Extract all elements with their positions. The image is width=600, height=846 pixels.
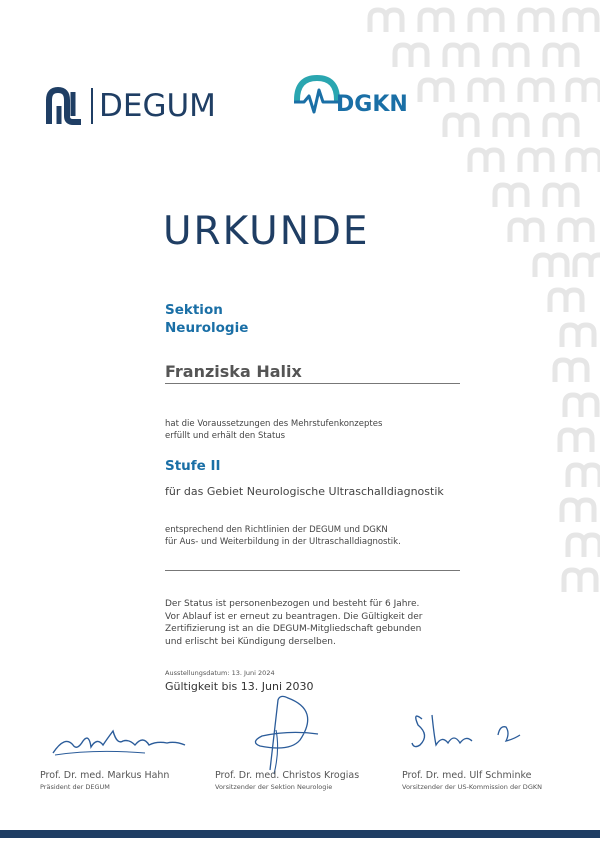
status-line-3: Zertifizierung ist an die DEGUM-Mitgliedschaft gebunden	[165, 624, 422, 634]
certificate-title: URKUNDE	[163, 209, 370, 254]
guideline-text	[165, 524, 401, 548]
status-line-4: und erlischt bei Kündigung derselben.	[165, 636, 336, 647]
signature-krogias	[240, 690, 330, 780]
dgkn-logo	[292, 72, 422, 132]
separator-line	[165, 570, 460, 571]
guideline-line-2: für Aus- und Weiterbildung in der Ultraschalldiagnostik.	[165, 537, 401, 547]
signatory-2-role: Vorsitzender der Sektion Neurologie	[215, 783, 333, 791]
status-line-2: Vor Ablauf ist er erneut zu beantragen. Die Gültigkeit der	[165, 611, 423, 622]
bottom-border-bar	[0, 830, 600, 838]
name-underline	[165, 383, 460, 384]
signatory-1	[40, 770, 169, 791]
status-line-1: Der Status ist personenbezogen und besteht für 6 Jahre.	[165, 599, 420, 609]
signatory-1-role: Präsident der DEGUM	[40, 783, 110, 791]
guideline-line-1: entsprechend den Richtlinien der DEGUM und DGKN	[165, 525, 388, 535]
intro-line-2: erfüllt und erhält den Status	[165, 431, 286, 441]
section-heading	[165, 301, 248, 337]
recipient-name: Franziska Halix	[165, 362, 302, 381]
section-line-2: Neurologie	[165, 320, 249, 336]
signatory-1-name: Prof. Dr. med. Markus Hahn	[40, 770, 170, 781]
status-conditions	[165, 598, 422, 648]
validity-date: Gültigkeit bis 13. Juni 2030	[165, 680, 314, 693]
degum-emblem-icon	[45, 86, 85, 126]
degum-logo	[45, 86, 216, 126]
signatory-2-name: Prof. Dr. med. Christos Krogias	[215, 770, 360, 781]
section-line-1: Sektion	[165, 302, 223, 318]
signatory-3-role: Vorsitzender der US-Kommission der DGKN	[402, 783, 542, 791]
signatory-2	[215, 770, 359, 791]
status-level: Stufe II	[165, 458, 221, 474]
signature-hahn	[45, 715, 195, 765]
logo-divider	[91, 88, 93, 124]
issue-date: Ausstellungsdatum: 13. Juni 2024	[165, 669, 275, 677]
dgkn-emblem-icon	[292, 72, 342, 122]
signatory-3-name: Prof. Dr. med. Ulf Schminke	[402, 770, 532, 781]
specialty-field: für das Gebiet Neurologische Ultraschalldiagnostik	[165, 485, 444, 498]
signature-schminke	[410, 705, 550, 760]
degum-wordmark: DEGUM	[99, 88, 216, 124]
signatory-3	[402, 770, 542, 791]
intro-line-1: hat die Voraussetzungen des Mehrstufenkonzeptes	[165, 419, 383, 429]
intro-text	[165, 418, 382, 442]
dgkn-wordmark: DGKN	[336, 92, 408, 117]
